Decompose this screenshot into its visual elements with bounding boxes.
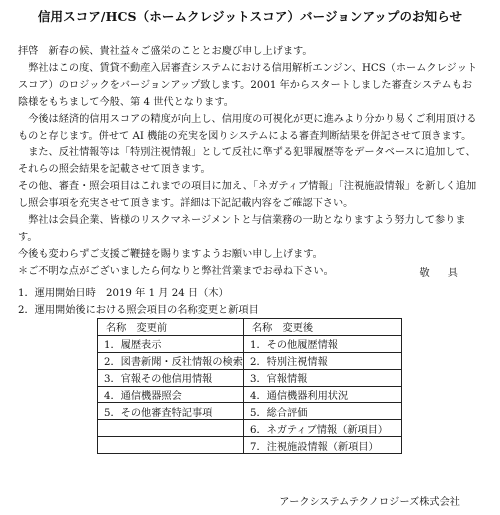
table-row [98,403,402,420]
table-cell-before [98,420,244,437]
table-header-after: 名称 変更後 [244,319,402,336]
table-header-row [98,319,402,336]
table-cell-before: 1．履歴表示 [98,335,244,352]
table-cell-after: 1．その他履歴情報 [244,335,402,352]
letter-body [18,44,478,281]
paragraph-special-watch: また、反社情報等は「特別注視情報」として反社に準ずる犯罪履歴等をデータベースに追加して、それらの照会結果を記載させて頂きます。 [18,147,476,176]
closing-keigu: 敬 具 [419,268,462,279]
table-row [98,335,402,352]
item-name-changes: 2．運用開始後における照会項目の名称変更と新項目 [18,305,259,316]
table-cell-before: 3．官報その他信用情報 [98,369,244,386]
paragraph-new-items: その他、審査・照会項目はこれまでの項目に加え、「ネガティブ情報」「注視施設情報」を新しく追加し照会事項を充実させて頂きます。詳細は下記記載内容をご確認下さい。 [18,181,477,210]
table-header-before: 名称 変更前 [98,319,244,336]
table-cell-after: 6．ネガティブ情報（新項目） [244,420,402,437]
document-title: 信用スコア/HCS（ホームクレジットスコア）バージョンアップのお知らせ [37,9,463,24]
paragraph-version-up: 弊社はこの度、賃貸不動産入居審査システムにおける信用解析エンジン、HCS（ホームクレジットスコア）のロジックをバージョンアップ致します。2001 年からスタートしました審査システムもお陰様をもちまして今般、第 4 世代となります。 [18,62,478,108]
paragraph-support-request: 今後も変わらずご支援ご鞭撻を賜りますようお願い申し上げます。 [18,248,323,260]
table-cell-after: 4．通信機器利用状況 [244,386,402,403]
table-cell-before: 4．通信機器照会 [98,386,244,403]
table-cell-before: 2．図書新聞・反社情報の検索 [98,352,244,369]
item-start-date: 1．運用開始日時 2019 年 1 月 24 日（木） [18,288,229,299]
table-row [98,369,402,386]
table-row [98,352,402,369]
table-row [98,386,402,403]
paragraph-ai-function: 今後は経済的信用スコアの精度が向上し、信用度の可視化が更に進みより分かり易くご利用頂けるものと存じます。併せて AI 機能の充実を図りシステムによる審査判断結果を併記させて頂きます。 [18,113,477,142]
table-cell-before: 5．その他審査特記事項 [98,403,244,420]
table-cell-before [98,437,244,454]
paragraph-risk-management: 弊社は会員企業、皆様のリスクマネージメントと与信業務の一助となりますよう努力して参ります。 [18,215,466,243]
table-cell-after: 5．総合評価 [244,403,402,420]
table-cell-after: 3．官報情報 [244,369,402,386]
table-cell-after: 7．注視施設情報（新項目） [244,437,402,454]
table-row [98,437,402,454]
company-name: アークシステムテクノロジーズ株式会社 [279,497,460,508]
paragraph-contact-note: ＊ご不明な点がございましたら何なりと弊社営業までお尋ね下さい。 [18,265,334,277]
name-change-table [97,318,402,454]
paragraph-greeting: 拝啓 新春の候、貴社益々ご盛栄のこととお慶び申し上げます。 [18,46,313,57]
table-cell-after: 2．特別注視情報 [244,352,402,369]
table-row [98,420,402,437]
